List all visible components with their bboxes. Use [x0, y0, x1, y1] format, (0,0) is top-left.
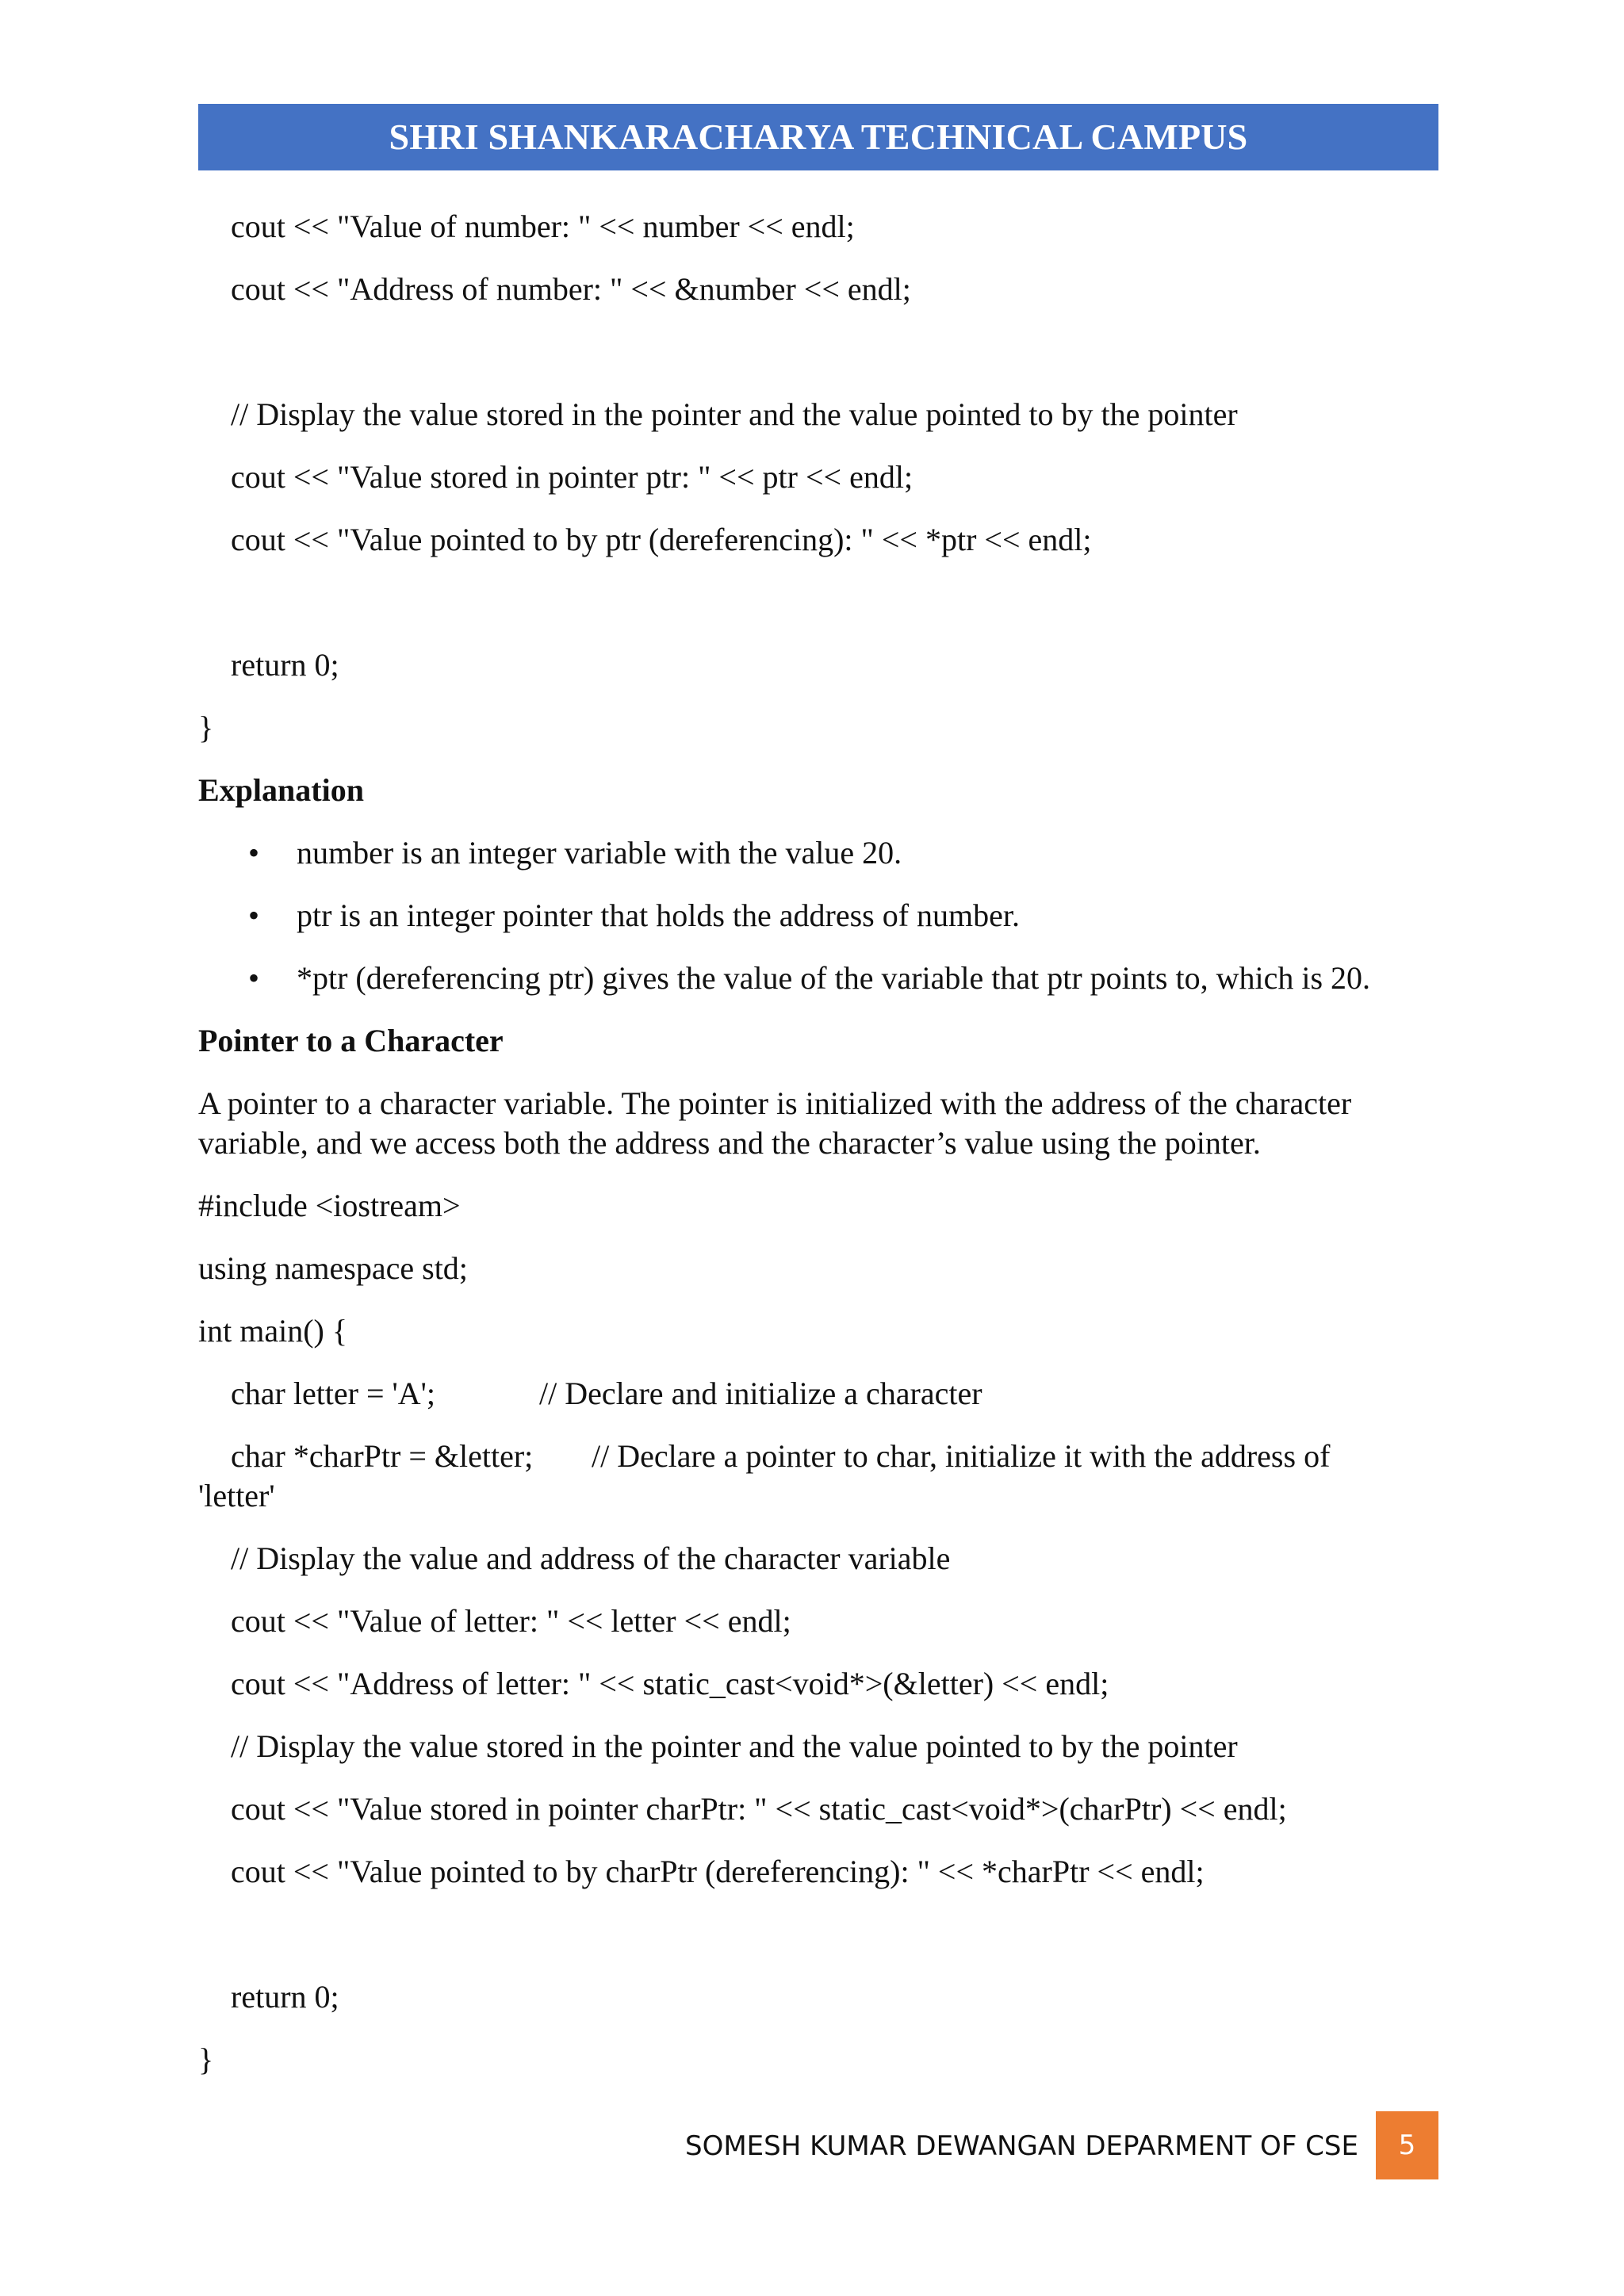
code-line: cout << "Value stored in pointer charPtr: " << static_cast<void*>(charPtr) << endl; [231, 1791, 1287, 1827]
code-line: char letter = 'A'; [231, 1376, 435, 1411]
footer-author: SOMESH KUMAR DEWANGAN DEPARMENT OF CSE [684, 2130, 1358, 2162]
code-line: cout << "Value pointed to by charPtr (dereferencing): " << *charPtr << endl; [231, 1854, 1205, 1889]
code-comment: // Display the value and address of the character variable [231, 1540, 951, 1576]
code-closing-brace: } [198, 2042, 214, 2077]
code-line: cout << "Address of number: " << &number << endl; [231, 271, 911, 307]
code-comment-wrap: 'letter' [198, 1478, 275, 1513]
code-closing-brace: } [198, 710, 214, 745]
section-heading: Pointer to a Character [198, 1023, 504, 1058]
paragraph-line: A pointer to a character variable. The pointer is initialized with the address of the character [198, 1085, 1352, 1121]
bullet-text: *ptr (dereferencing ptr) gives the value of the variable that ptr points to, which is 20. [297, 960, 1371, 996]
code-line: int main() { [198, 1313, 348, 1349]
code-comment: // Declare a pointer to char, initialize it with the address of [592, 1438, 1331, 1474]
code-line: cout << "Value stored in pointer ptr: " << ptr << endl; [231, 459, 914, 495]
bullet-text: ptr is an integer pointer that holds the address of number. [297, 897, 1021, 933]
code-line: return 0; [231, 1979, 339, 2015]
explanation-heading: Explanation [198, 772, 364, 808]
code-comment: // Display the value stored in the pointer and the value pointed to by the pointer [231, 396, 1238, 432]
code-line: cout << "Value of letter: " << letter << endl; [231, 1603, 791, 1639]
code-line: cout << "Value pointed to by ptr (dereferencing): " << *ptr << endl; [231, 522, 1092, 557]
code-line: #include <iostream> [198, 1188, 461, 1223]
code-line: char *charPtr = &letter; [231, 1438, 534, 1474]
bullet-icon: • [248, 835, 260, 871]
bullet-icon: • [248, 960, 260, 996]
code-comment: // Display the value stored in the pointer and the value pointed to by the pointer [231, 1728, 1238, 1764]
code-line: cout << "Value of number: " << number << endl; [231, 209, 855, 244]
bullet-text: number is an integer variable with the value 20. [297, 835, 902, 871]
code-line: using namespace std; [198, 1250, 468, 1286]
bullet-icon: • [248, 897, 260, 933]
code-comment: // Declare and initialize a character [539, 1376, 982, 1411]
code-line: cout << "Address of letter: " << static_cast<void*>(&letter) << endl; [231, 1666, 1109, 1701]
page-number: 5 [1376, 2111, 1438, 2179]
code-line: return 0; [231, 647, 339, 683]
paragraph-line: variable, and we access both the address and the character’s value using the pointer. [198, 1125, 1261, 1161]
page-header-title: SHRI SHANKARACHARYA TECHNICAL CAMPUS [198, 104, 1438, 170]
